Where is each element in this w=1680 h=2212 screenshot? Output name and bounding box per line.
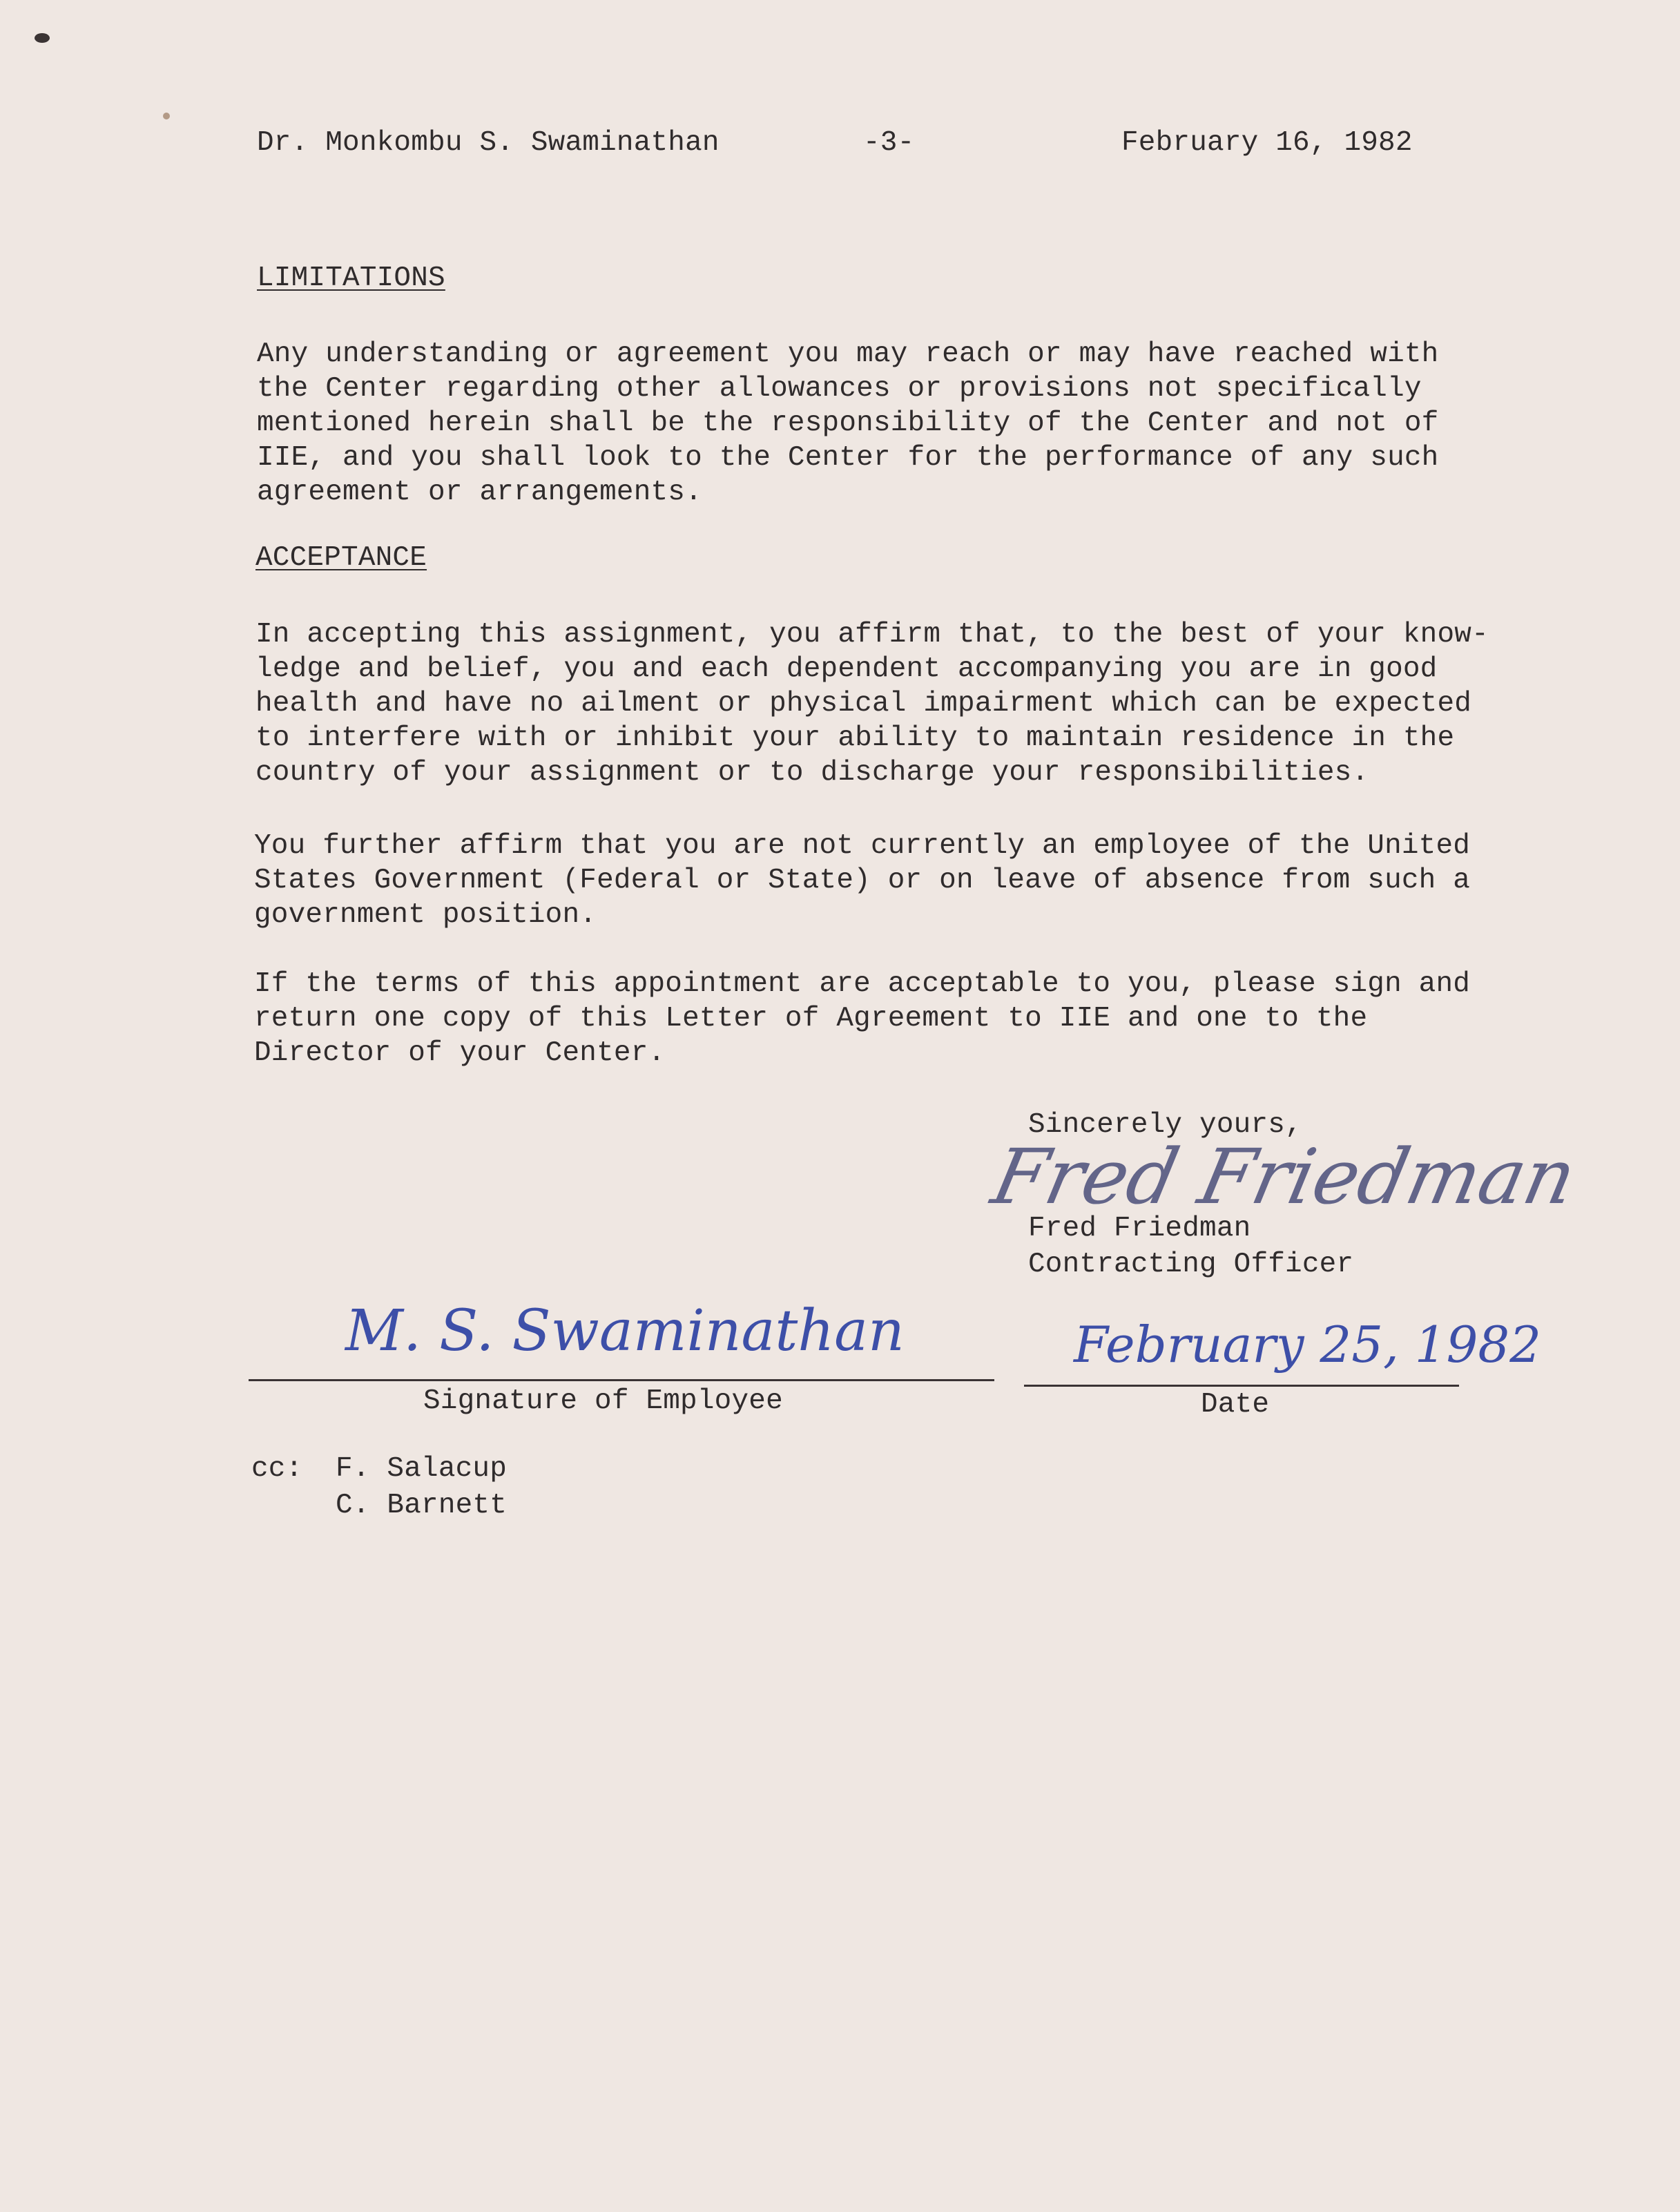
employee-signature-line — [249, 1379, 994, 1381]
text-line: In accepting this assignment, you affirm that, to the best of your know- — [255, 619, 1489, 651]
ink-spot — [163, 113, 170, 119]
text-line: If the terms of this appointment are acceptable to you, please sign and — [254, 968, 1471, 1000]
header-date: February 16, 1982 — [1121, 127, 1413, 159]
cc-recipient: C. Barnett — [336, 1490, 508, 1521]
closing-salutation: Sincerely yours, — [1028, 1109, 1302, 1141]
text-line: Director of your Center. — [254, 1037, 666, 1069]
text-line: You further affirm that you are not currently an employee of the United — [254, 830, 1471, 862]
employee-signature: M. S. Swaminathan — [345, 1298, 905, 1364]
text-line: health and have no ailment or physical impairment which can be expected — [255, 688, 1472, 720]
ink-spot — [35, 33, 50, 43]
text-line: return one copy of this Letter of Agreement to IIE and one to the — [254, 1003, 1368, 1035]
date-line — [1024, 1385, 1459, 1387]
text-line: ledge and belief, you and each dependent accompanying you are in good — [255, 653, 1438, 685]
cc-label: cc: — [251, 1453, 303, 1485]
section-heading-acceptance: ACCEPTANCE — [255, 542, 427, 574]
closing-name: Fred Friedman — [1028, 1213, 1251, 1244]
text-line: Any understanding or agreement you may reach or may have reached with — [257, 338, 1439, 370]
text-line: States Government (Federal or State) or on leave of absence from such a — [254, 865, 1471, 896]
header-recipient: Dr. Monkombu S. Swaminathan — [257, 127, 720, 159]
text-line: IIE, and you shall look to the Center for the performance of any such — [257, 442, 1439, 474]
cc-recipient: F. Salacup — [336, 1453, 508, 1485]
employee-signature-label: Signature of Employee — [423, 1385, 783, 1417]
text-line: the Center regarding other allowances or provisions not specifically — [257, 373, 1422, 405]
text-line: government position. — [254, 899, 597, 931]
date-label: Date — [1201, 1389, 1270, 1421]
text-line: to interfere with or inhibit your ability to maintain residence in the — [255, 722, 1455, 754]
friedman-signature: Fred Friedman — [985, 1133, 1584, 1221]
text-line: country of your assignment or to discharge your responsibilities. — [255, 757, 1369, 789]
page-number: -3- — [863, 127, 915, 159]
text-line: mentioned herein shall be the responsibility of the Center and not of — [257, 407, 1439, 439]
handwritten-date: February 25, 1982 — [1074, 1316, 1542, 1374]
section-heading-limitations: LIMITATIONS — [257, 262, 445, 294]
closing-title: Contracting Officer — [1028, 1249, 1354, 1280]
text-line: agreement or arrangements. — [257, 477, 702, 508]
